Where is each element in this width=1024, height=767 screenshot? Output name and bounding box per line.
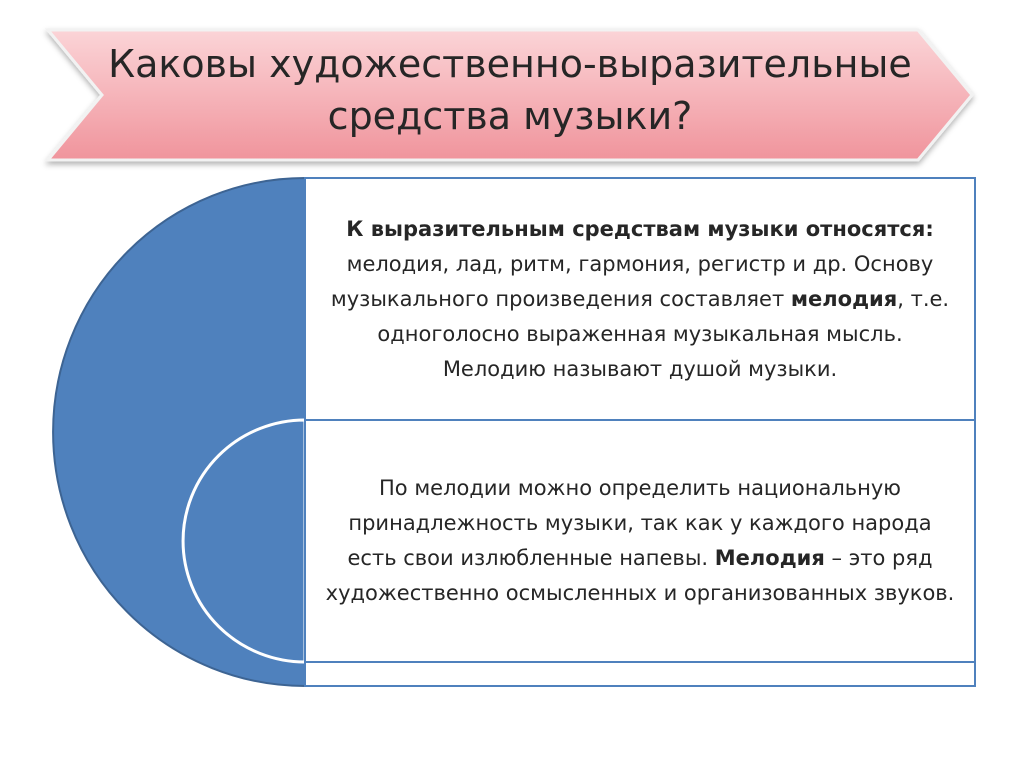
text-box-1: [305, 178, 975, 420]
box-bottom-strip: [305, 662, 975, 686]
box-1-text-2: , т.е. одноголосно выраженная музыкальная мысль. Мелодию называют душой музыки.: [377, 286, 950, 381]
box-2-paragraph: [323, 471, 957, 611]
box-1-paragraph: [323, 212, 957, 387]
box-1-bold-intro: К выразительным средствам музыки относятся:: [346, 216, 934, 241]
box-2-text-2: – это ряд художественно осмысленных и организованных звуков.: [325, 546, 955, 605]
text-box-2: [305, 420, 975, 662]
box-1-bold-term: мелодия: [790, 286, 898, 311]
box-2-text-1: По мелодии можно определить национальную принадлежность музыки, так как у каждого народа есть свои излюбленные напевы.: [347, 476, 932, 570]
box-2-bold-term: Мелодия: [714, 546, 825, 570]
slide-title: Каковы художественно-выразительные средства музыки?: [108, 42, 912, 138]
box-1-text-1: мелодия, лад, ритм, гармония, регистр и др. Основу музыкального произведения составляет: [330, 251, 934, 311]
